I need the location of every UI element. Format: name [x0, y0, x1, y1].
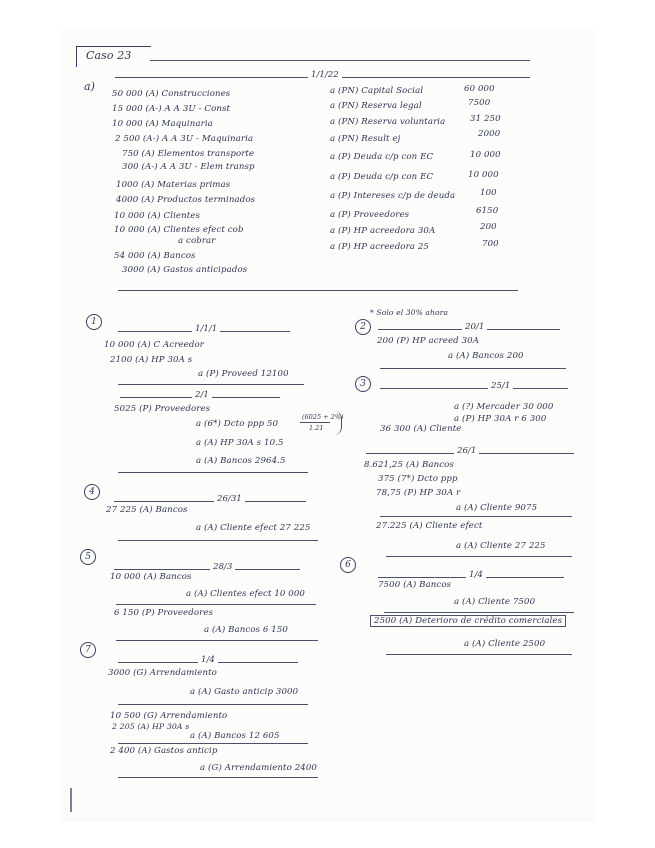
- a-credit-amount: 200: [480, 222, 497, 232]
- entry-5b-debit: 6 150 (P) Proveedores: [114, 608, 214, 618]
- entry-7b-debit: 2 205 (A) HP 30A s: [112, 722, 190, 731]
- a-debit-line: 10 000 (A) Maquinaria: [112, 119, 213, 129]
- discount-fraction-bar: [300, 422, 330, 423]
- entry-1-credit: a (P) Proveed 12100: [198, 369, 289, 379]
- entry-4-credit: a (A) Cliente efect 27 225: [196, 523, 311, 533]
- entry-5-debit: 10 000 (A) Bancos: [110, 572, 192, 582]
- entry-3-credit: a (?) Mercader 30 000: [454, 402, 554, 412]
- discount-fraction-bottom: 1.21: [309, 424, 324, 432]
- entry-1-close-rule: [118, 384, 304, 385]
- entry-4-rule: [114, 501, 306, 502]
- discount-fraction-top: (6025 + 2%): [302, 413, 344, 421]
- a-credit-amount: 60 000: [464, 84, 495, 94]
- entry-2-credit: a (A) Bancos 200: [448, 351, 524, 361]
- a-credit-amount: 31 250: [470, 114, 501, 124]
- entry-3c-close-rule: [386, 556, 572, 557]
- entry-5-credit: a (A) Clientes efect 10 000: [186, 589, 305, 599]
- entry-7-credit: a (A) Gasto anticip 3000: [190, 687, 299, 697]
- entry-1-debit: 10 000 (A) C Acreedor: [104, 340, 204, 350]
- a-debit-line: 54 000 (A) Bancos: [114, 251, 196, 261]
- entry-3-rule: [380, 388, 568, 389]
- entry-7-debit: 3000 (G) Arrendamiento: [108, 668, 217, 678]
- a-credit-line: a (P) Intereses c/p de deuda: [330, 191, 456, 201]
- a-credit-line: a (PN) Result ej: [330, 134, 401, 144]
- entry-1b-close-rule: [118, 472, 308, 473]
- entry-2-number: 2: [355, 319, 371, 335]
- entry-3b-date: 26/1: [454, 446, 479, 456]
- a-debit-line: 15 000 (A-) A A 3U - Const: [112, 104, 231, 114]
- entry-6b-boxed-debit: 2500 (A) Deterioro de crédito comerciales: [370, 615, 566, 627]
- entry-2-close-rule: [380, 368, 566, 369]
- a-credit-line: a (PN) Capital Social: [330, 86, 424, 96]
- entry-1b-credit: a (A) HP 30A s 10.5: [196, 438, 284, 448]
- a-credit-amount: 2000: [478, 129, 501, 139]
- a-debit-line: 3000 (A) Gastos anticipados: [122, 265, 248, 275]
- a-debit-line: 2 500 (A-) A A 3U - Maquinaria: [115, 134, 254, 144]
- entry-3b-debit: 375 (7*) Dcto ppp: [378, 474, 458, 484]
- entry-3b-debit: 78,75 (P) HP 30A r: [376, 488, 461, 498]
- entry-1b-debit: 5025 (P) Proveedores: [114, 404, 211, 414]
- entry-7c-close-rule: [118, 777, 318, 778]
- entry-7b-credit: a (A) Bancos 12 605: [190, 731, 280, 741]
- title-underline: [150, 60, 530, 61]
- entry-7b-debit: 10 500 (G) Arrendamiento: [110, 711, 228, 721]
- entry-7c-credit: a (G) Arrendamiento 2400: [200, 763, 317, 773]
- entry-1-date: 1/1/1: [192, 324, 220, 334]
- entry-5-close-rule: [116, 604, 316, 605]
- entry-6-date: 1/4: [466, 570, 486, 580]
- entry-6-debit: 7500 (A) Bancos: [378, 580, 452, 590]
- page-margin-mark: [70, 788, 72, 812]
- a-credit-amount: 6150: [476, 206, 499, 216]
- entry-4-close-rule: [118, 540, 318, 541]
- entry-6-number: 6: [340, 557, 356, 573]
- a-credit-amount: 700: [482, 239, 499, 249]
- entry-6-credit: a (A) Cliente 7500: [454, 597, 536, 607]
- a-credit-amount: 7500: [468, 98, 491, 108]
- a-debit-line: a cobrar: [178, 236, 216, 246]
- entry-7c-debit: 2 400 (A) Gastos anticip: [110, 746, 218, 756]
- fraction-brace: [331, 411, 342, 435]
- entry-6-close-rule: [384, 612, 574, 613]
- entry-5b-credit: a (A) Bancos 6 150: [204, 625, 289, 635]
- entry-1-number: 1: [86, 314, 102, 330]
- entry-3b-close-rule: [380, 516, 572, 517]
- entry-4-number: 4: [84, 484, 100, 500]
- entry-1-debit: 2100 (A) HP 30A s: [110, 355, 193, 365]
- a-credit-line: a (PN) Reserva voluntaria: [330, 117, 446, 127]
- section-a-label: a): [84, 80, 96, 93]
- a-debit-line: 300 (A-) A A 3U - Elem transp: [122, 162, 255, 172]
- entry-3b-credit: a (A) Cliente 9075: [456, 503, 538, 513]
- entry-6b-close-rule: [386, 654, 572, 655]
- entry-2-date: 20/1: [462, 322, 487, 332]
- a-credit-line: a (PN) Reserva legal: [330, 101, 422, 111]
- a-debit-line: 10 000 (A) Clientes efect cob: [114, 225, 244, 235]
- a-credit-line: a (P) Deuda c/p con EC: [330, 172, 434, 182]
- a-credit-amount: 10 000: [470, 150, 501, 160]
- entry-7-number: 7: [80, 642, 96, 658]
- entry-3-debit: 36 300 (A) Cliente: [380, 424, 462, 434]
- entry-5-date: 28/3: [210, 562, 235, 572]
- section-a-closing-rule: [118, 290, 518, 291]
- a-credit-line: a (P) Deuda c/p con EC: [330, 152, 434, 162]
- a-debit-line: 750 (A) Elementos transporte: [122, 149, 255, 159]
- entry-1b-credit: a (A) Bancos 2964.5: [196, 456, 286, 466]
- entry-3b-debit: 8.621,25 (A) Bancos: [364, 460, 454, 470]
- case-title: Caso 23: [86, 49, 132, 62]
- entry-7-close-rule: [118, 704, 308, 705]
- a-credit-amount: 100: [480, 188, 497, 198]
- entry-1b-date: 2/1: [192, 390, 212, 400]
- entry-6b-credit: a (A) Cliente 2500: [464, 639, 546, 649]
- entry-2-note: * Solo el 30% ahora: [370, 308, 449, 317]
- entry-2-debit: 200 (P) HP acreed 30A: [377, 336, 480, 346]
- entry-3-credit: a (P) HP 30A r 6 300: [454, 414, 547, 424]
- entry-3c-debit: 27.225 (A) Cliente efect: [376, 521, 483, 531]
- entry-5b-close-rule: [116, 640, 318, 641]
- entry-a-date: 1/1/22: [308, 70, 342, 80]
- a-credit-amount: 10 000: [468, 170, 499, 180]
- a-debit-line: 10 000 (A) Clientes: [114, 211, 200, 221]
- a-debit-line: 4000 (A) Productos terminados: [116, 195, 256, 205]
- a-credit-line: a (P) Proveedores: [330, 210, 410, 220]
- entry-5-number: 5: [80, 549, 96, 565]
- entry-3-number: 3: [355, 376, 371, 392]
- entry-3-date: 25/1: [488, 381, 513, 391]
- entry-7b-close-rule: [118, 743, 308, 744]
- entry-1b-credit: a (6*) Dcto ppp 50: [196, 419, 279, 429]
- entry-7-date: 1/4: [198, 655, 218, 665]
- a-credit-line: a (P) HP acreedora 30A: [330, 226, 436, 236]
- entry-3c-credit: a (A) Cliente 27 225: [456, 541, 546, 551]
- a-debit-line: 50 000 (A) Construcciones: [112, 89, 231, 99]
- entry-4-date: 26/31: [214, 494, 245, 504]
- a-debit-line: 1000 (A) Materias primas: [116, 180, 231, 190]
- a-credit-line: a (P) HP acreedora 25: [330, 242, 429, 252]
- entry-4-debit: 27 225 (A) Bancos: [106, 505, 188, 515]
- entry-5-rule: [114, 569, 300, 570]
